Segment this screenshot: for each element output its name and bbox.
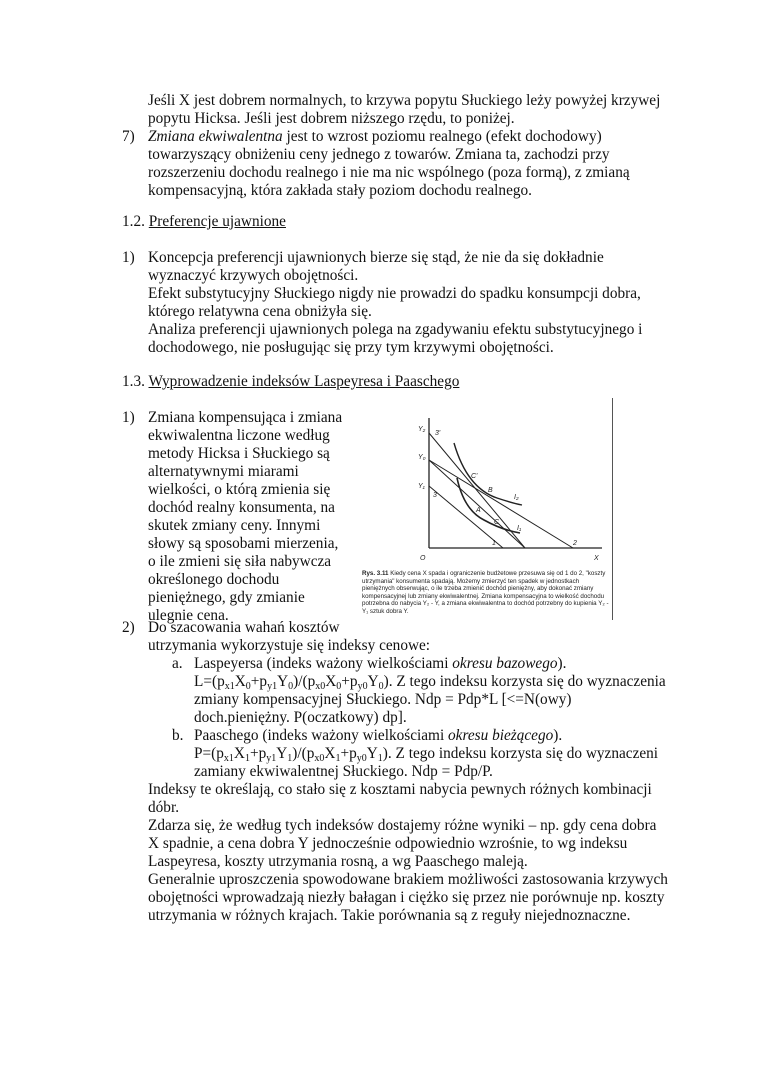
text-line [148,409,342,427]
text-line [148,303,642,321]
text-line [148,321,642,339]
text-line [194,709,666,727]
text-line [148,589,342,607]
label-origin: O [420,555,426,562]
text-segment: ulegnie cena. [148,607,229,624]
text-line [148,499,342,517]
subscript: x1 [224,681,235,692]
text-segment: ekwiwalentna liczone według [148,427,330,444]
paragraph-conclusion [148,781,668,925]
text-line [148,553,342,571]
text-segment: X [233,745,245,762]
text-line [148,517,342,535]
text-segment: dochód realny konsumenta, na [148,499,335,516]
text-line [148,535,342,553]
text-line [148,817,668,835]
text-line [148,110,660,128]
subscript: 0 [245,681,251,692]
text-segment: Efekt substytucyjny Słuckiego nigdy nie prowadzi do spadku konsumpcji dobra, [148,285,641,302]
label-3: 3 [433,492,437,499]
emphasis-text: okresu bieżącego [448,727,554,744]
section-number: 1.2. [122,213,145,230]
text-line [148,907,668,925]
text-line [148,835,668,853]
subscript: y0 [356,753,367,764]
sublist-item-b [172,727,659,781]
subscript: 0 [336,681,342,692]
text-segment: rozszerzeniu dochodu realnego i nie ma nic wspólnego (poza formą), z zmianą [148,164,630,181]
text-segment: zmiany kompensacyjnej Słuckiego. Ndp = Pdp*L [<=N(owy) [194,691,572,708]
label-y0: Y₀ [418,454,426,461]
section-number: 1.3. [122,373,145,390]
list-number: 1) [122,249,135,266]
label-y2: Y₂ [418,426,426,433]
text-segment: Zdarza się, że według tych indeksów dostajemy różne wyniki – np. gdy cena dobra [148,817,657,834]
text-line [194,763,658,781]
subscript: x0 [315,681,326,692]
list-number: 1) [122,409,135,426]
emphasis-text: okresu bazowego [452,655,558,672]
text-line [194,691,666,709]
label-1: 1 [492,540,496,547]
text-segment: jest to wzrost poziomu realnego (efekt dochodowy) [282,128,602,145]
text-segment: Y [276,745,288,762]
text-segment: Jeśli X jest dobrem normalnych, to krzywa popytu Słuckiego leży powyżej krzywej [148,92,661,109]
text-segment: ). [557,655,567,672]
section-heading-1-2 [122,213,286,231]
text-line [148,619,430,637]
label-i2: I₂ [514,494,519,501]
text-line [148,481,342,499]
section-heading-1-3 [122,373,459,391]
subscript: 1 [244,753,250,764]
label-i1: I₁ [517,525,522,532]
text-segment: dochodowego, nie posługując się przy tym krzywymi obojętności. [148,339,554,356]
caption-text: Kiedy cena X spada i ograniczenie budżetowe przesuwa się od 1 do 2, "koszty utrzymania" konsumenta spadają. Możemy zmierzyć ten spadek w jednostkach pieniężnych obserwując, o ile trzeba zmienić dochód pieniężny, aby dokonać zmiany kompensacyjnej lub zmiany ekwiwalentnej. Zmiana kompensacyjna to wielkość dochodu potrzebna do nabycia Y₂ - Y, a zmiana ekwiwalentna to dochód potrzebny do kupienia Y₂ - Y₁ sztuk dobra Y. [362,570,609,615]
text-segment: pieniężnego, gdy zmianie [148,589,305,606]
label-a: A [476,507,481,514]
text-segment: kompensacyjną, która zakłada stały poziom dochodu realnego. [148,182,532,199]
subscript: 0 [288,681,294,692]
paragraph-slutsky-normal [148,92,660,128]
text-segment: )/(p [293,673,316,690]
list-item-1-revealed [122,249,643,357]
list-letter: a. [172,655,183,672]
text-segment: +p [341,673,358,690]
label-y1: Y₁ [418,483,425,490]
section-title: Preferencje ujawnione [148,213,286,230]
text-segment: wyznaczyć krzywych obojętności. [148,267,359,284]
figure-caption [362,570,610,616]
subscript: x1 [223,753,234,764]
text-segment: skutek zmiany ceny. Innymi [148,517,321,534]
text-segment: słowy są sposobami mierzenia, [148,535,339,552]
text-line [148,182,630,200]
text-segment: +p [249,745,267,762]
list-number: 2) [122,619,135,636]
text-segment: ). Z tego indeksu korzysta się do wyznaczenia [383,673,666,690]
text-segment: ). [553,727,563,744]
text-segment: L=(p [194,673,225,690]
text-segment: X [234,673,246,690]
label-x: X [594,555,599,562]
text-segment: Laspeyersa (indeks ważony wielkościami [194,655,453,672]
text-segment: utrzymania w różnych krajach. Takie porównania są z reguły niejednoznaczne. [148,907,631,924]
text-segment: X spadnie, a cena dobra Y jednocześnie odpowiednio wzrośnie, to wg indeksu [148,835,628,852]
text-line [194,745,658,763]
list-letter: b. [172,727,184,744]
caption-label: Rys. 3.11 [362,570,389,577]
label-b: B [488,487,493,494]
subscript: y0 [357,681,368,692]
text-line [148,853,668,871]
text-line [194,655,666,673]
text-segment: alternatywnymi miarami [148,463,299,480]
text-segment: Paaschego (indeks ważony wielkościami [194,727,449,744]
emphasis-text: Zmiana ekwiwalentna [148,128,283,145]
text-segment: Do szacowania wahań kosztów [148,619,340,636]
text-segment: Y [366,745,378,762]
list-item-1-indices [122,409,343,625]
text-line [194,727,658,745]
text-line [148,445,342,463]
text-line [148,463,342,481]
text-line [148,799,668,817]
indifference-curve-diagram [362,398,612,568]
subscript: 1 [335,753,341,764]
label-2: 2 [573,540,577,547]
text-line [148,781,668,799]
text-segment: +p [250,673,268,690]
text-segment: Indeksy te określają, co stało się z kosztami nabycia pewnych różnych kombinacji [148,781,652,798]
text-segment: utrzymania wykorzystuje się indeksy cenowe: [148,637,431,654]
label-c-prime: C' [471,473,478,480]
list-number: 7) [122,128,135,145]
text-segment: popytu Hicksa. Jeśli jest dobrem niższego rzędu, to poniżej. [148,110,515,127]
subscript: x0 [314,753,325,764]
text-segment: metody Hicksa i Słuckiego są [148,445,330,462]
text-line [148,637,430,655]
text-segment: +p [340,745,357,762]
subscript: y1 [266,753,277,764]
list-item-7 [122,128,630,200]
text-line [148,249,642,267]
text-segment: towarzyszący obniżeniu ceny jednego z towarów. Zmiana ta, zachodzi przy [148,146,610,163]
text-segment: obojętności wprowadzają niezły bałagan i ciężko się przez nie porównuje np. koszty [148,889,665,906]
text-segment: Generalnie uproszczenia spowodowane brakiem możliwości zastosowania krzywych [148,871,668,888]
text-segment: wielkości, o którą zmienia się [148,481,331,498]
text-line [148,427,342,445]
text-segment: zamiany ekwiwalentnej Słuckiego. Ndp = Pdp/P. [194,763,493,780]
text-line [148,871,668,889]
text-line [194,673,666,691]
text-segment: Laspeyresa, koszty utrzymania rosną, a wg Paaschego maleją. [148,853,528,870]
text-segment: X [325,673,337,690]
text-line [148,889,668,907]
subscript: 1 [287,753,293,764]
text-segment: doch.pieniężny. P(oczatkowy) dp]. [194,709,407,726]
text-line [148,267,642,285]
text-segment: Y [367,673,379,690]
section-title: Wyprowadzenie indeksów Laspeyresa i Paaschego [148,373,460,390]
text-line [148,146,630,164]
sublist-item-a [172,655,666,727]
text-line [148,164,630,182]
text-segment: )/(p [292,745,315,762]
text-segment: Zmiana kompensująca i zmiana [148,409,343,426]
text-line [148,285,642,303]
text-segment: określonego dochodu [148,571,280,588]
text-segment: X [324,745,336,762]
list-item-2-indices [122,619,431,655]
text-segment: którego relatywna cena obniżyła się. [148,303,372,320]
text-line [148,92,660,110]
text-line [148,128,630,146]
figure-budget-constraint [362,398,613,620]
text-line [148,339,642,357]
subscript: 0 [378,681,384,692]
label-3prime: 3' [435,430,441,437]
text-segment: P=(p [194,745,224,762]
text-line [148,571,342,589]
label-c: C [494,519,500,526]
text-segment: Analiza preferencji ujawnionych polega na zgadywaniu efektu substytucyjnego i [148,321,643,338]
subscript: 1 [377,753,383,764]
subscript: y1 [267,681,278,692]
text-segment: ). Z tego indeksu korzysta się do wyznaczeni [382,745,659,762]
text-segment: o ile zmieni się siła nabywcza [148,553,332,570]
text-segment: Y [277,673,289,690]
text-segment: Koncepcja preferencji ujawnionych bierze się stąd, że nie da się dokładnie [148,249,604,266]
text-segment: dóbr. [148,799,180,816]
